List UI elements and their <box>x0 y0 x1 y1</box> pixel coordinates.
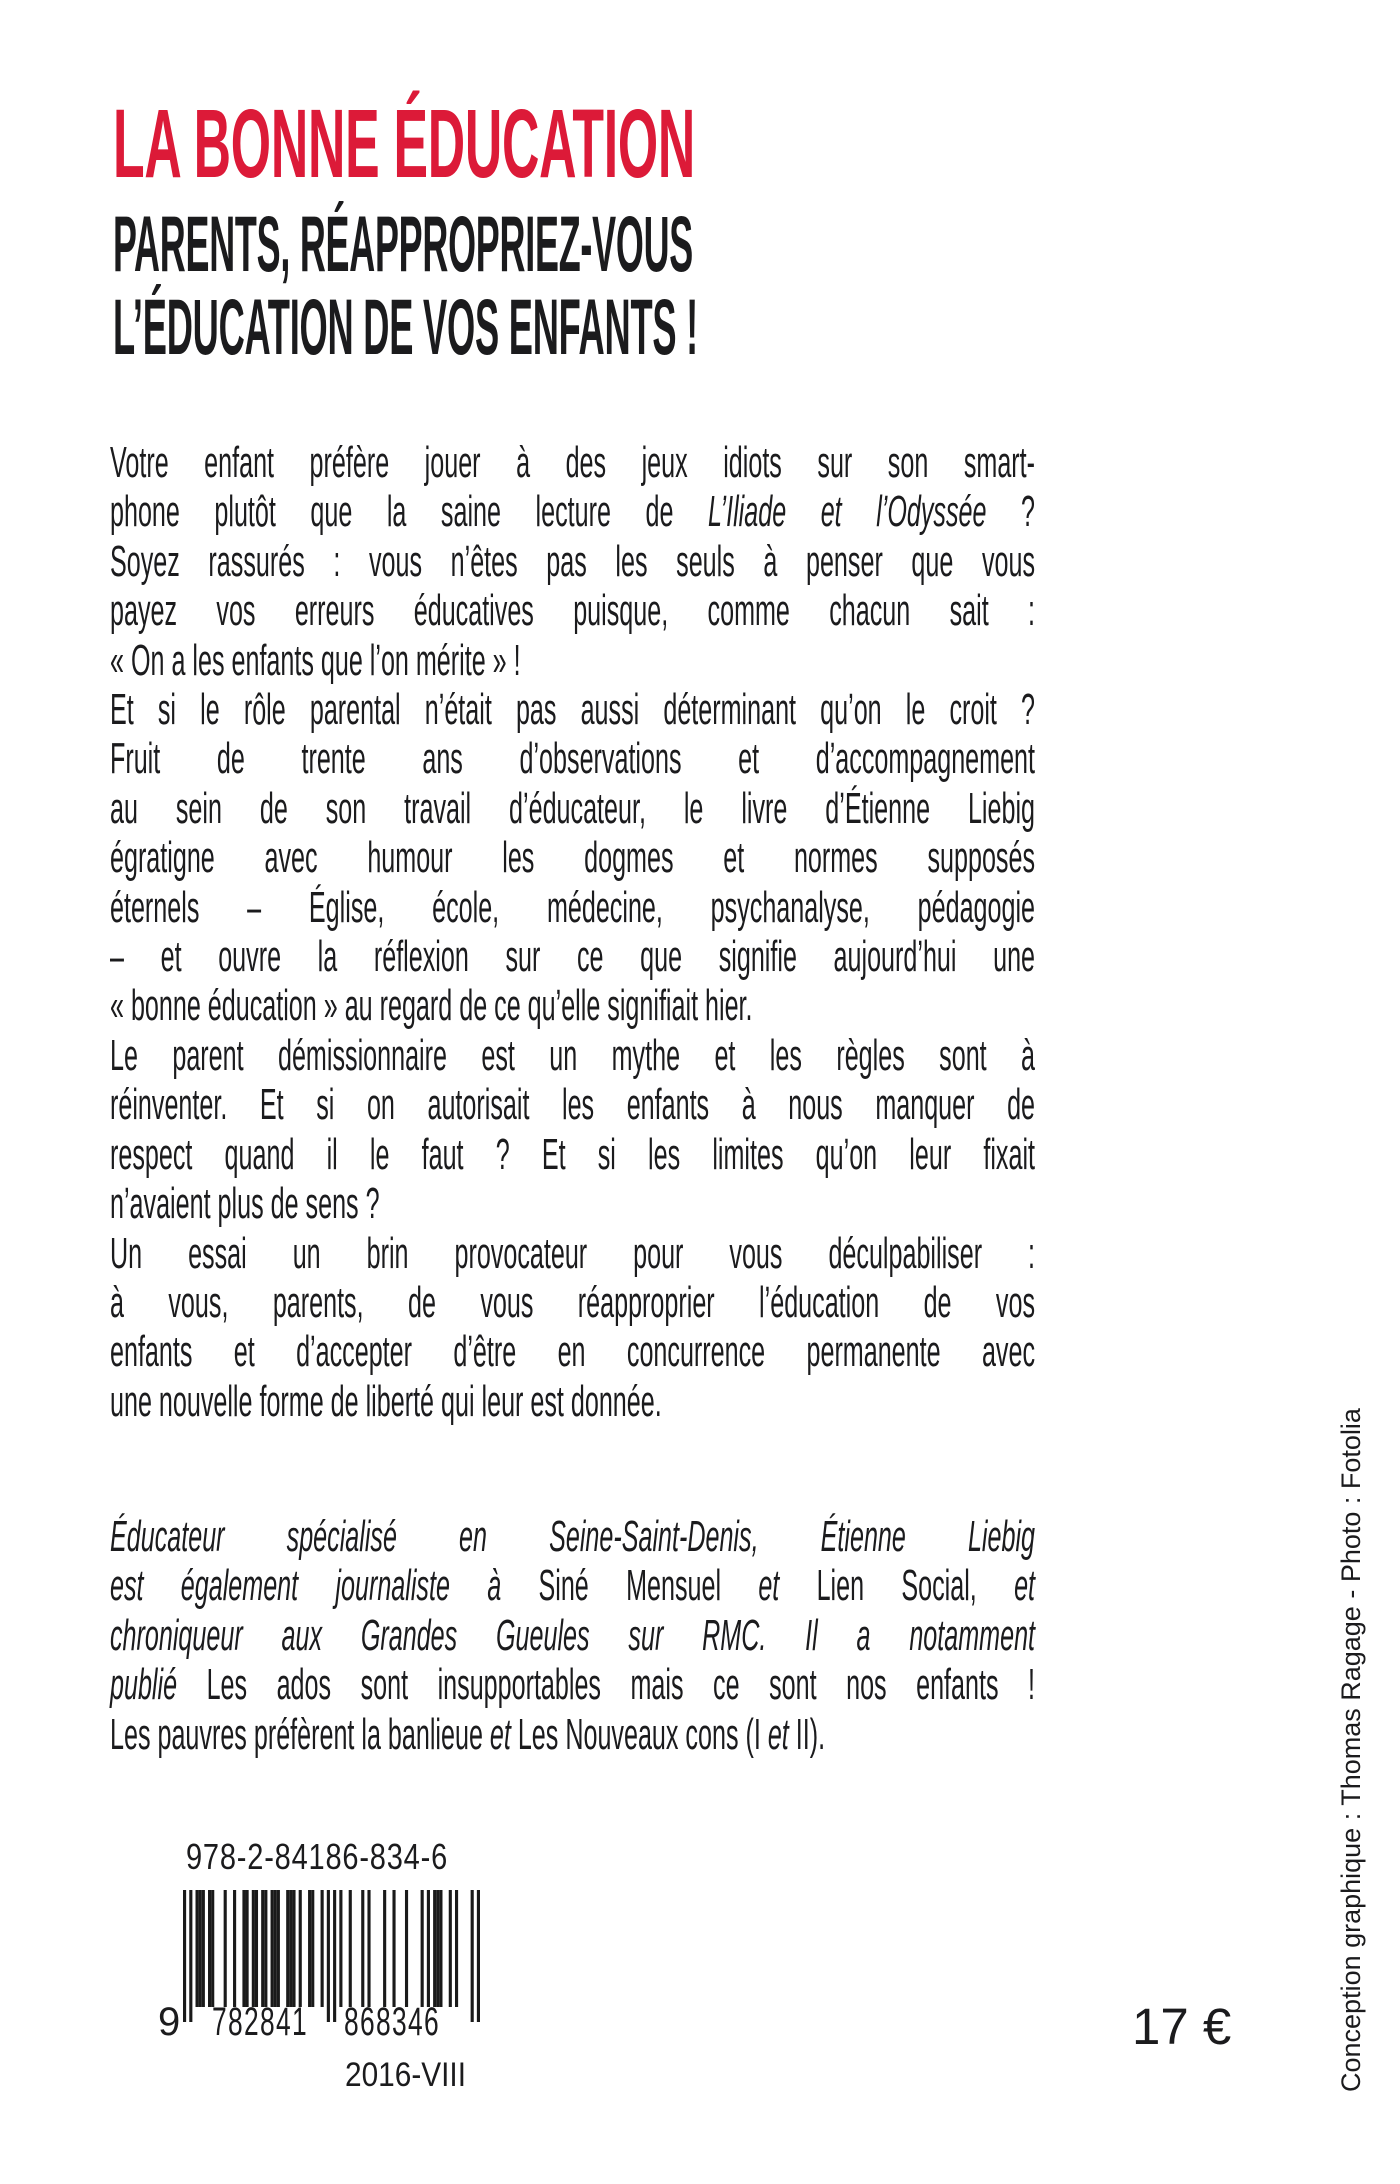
text-line: respect quand il le faut ? Et si les limites qu’on leur fixait <box>110 1129 1036 1179</box>
text-line: Le parent démissionnaire est un mythe et les règles sont à <box>110 1030 1036 1080</box>
text-line: Soyez rassurés : vous n’êtes pas les seuls à penser que vous <box>110 536 1036 586</box>
text-line: Votre enfant préfère jouer à des jeux idiots sur son smart- <box>110 438 1036 487</box>
isbn-text: 978-2-84186-834-6 <box>186 1836 448 1877</box>
back-cover-blurb <box>110 438 1035 1426</box>
text-line: phone plutôt que la saine lecture de L’Iliade et l’Odyssée ? <box>110 487 1036 537</box>
text-line: Les pauvres préfèrent la banlieue et Les Nouveaux cons (I et II). <box>110 1709 826 1759</box>
design-photo-credit: Conception graphique : Thomas Ragage - Photo : Fotolia <box>1336 1408 1366 2092</box>
text-line: payez vos erreurs éducatives puisque, comme chacun sait : <box>110 586 1036 636</box>
text-line: réinventer. Et si on autorisait les enfants à nous manquer de <box>110 1080 1036 1130</box>
text-line: Et si le rôle parental n’était pas aussi déterminant qu’on le croit ? <box>110 685 1036 735</box>
barcode-digit-first: 9 <box>158 2000 181 2044</box>
book-subtitle-line2: L’ÉDUCATION DE VOS ENFANTS ! <box>113 282 698 371</box>
text-line: Un essai un brin provocateur pour vous déculpabiliser : <box>110 1228 1036 1278</box>
price: 17 € <box>1132 1998 1232 2055</box>
text-line: est également journaliste à Siné Mensuel et Lien Social, et <box>110 1561 1036 1611</box>
text-line: au sein de son travail d’éducateur, le livre d’Étienne Liebig <box>110 783 1036 833</box>
text-line: égratigne avec humour les dogmes et normes supposés <box>110 833 1036 883</box>
text-line: une nouvelle forme de liberté qui leur est donnée. <box>110 1376 662 1426</box>
text-line: Fruit de trente ans d’observations et d’accompagnement <box>110 734 1036 784</box>
text-line: – et ouvre la réflexion sur ce que signifie aujourd’hui une <box>110 932 1036 982</box>
text-line: n’avaient plus de sens ? <box>110 1179 380 1229</box>
book-subtitle-line1: PARENTS, RÉAPPROPRIEZ-VOUS <box>113 199 693 288</box>
barcode-digits-left: 782841 <box>212 2000 308 2044</box>
author-bio <box>110 1512 1035 1759</box>
text-line: « bonne éducation » au regard de ce qu’elle signifiait hier. <box>110 981 753 1031</box>
text-line: à vous, parents, de vous réapproprier l’éducation de vos <box>110 1277 1036 1327</box>
text-line: Éducateur spécialisé en Seine-Saint-Denis, Étienne Liebig <box>110 1512 1036 1561</box>
book-title: LA BONNE ÉDUCATION <box>113 89 695 198</box>
text-line: publié Les ados sont insupportables mais ce sont nos enfants ! <box>110 1660 1036 1710</box>
text-line: « On a les enfants que l’on mérite » ! <box>110 635 521 685</box>
edition-code: 2016-VIII <box>345 2056 466 2094</box>
barcode-digits-right: 868346 <box>344 2000 440 2044</box>
text-line: éternels – Église, école, médecine, psychanalyse, pédagogie <box>110 882 1036 932</box>
text-line: enfants et d’accepter d’être en concurrence permanente avec <box>110 1327 1036 1377</box>
text-line: chroniqueur aux Grandes Gueules sur RMC. Il a notamment <box>110 1610 1036 1660</box>
